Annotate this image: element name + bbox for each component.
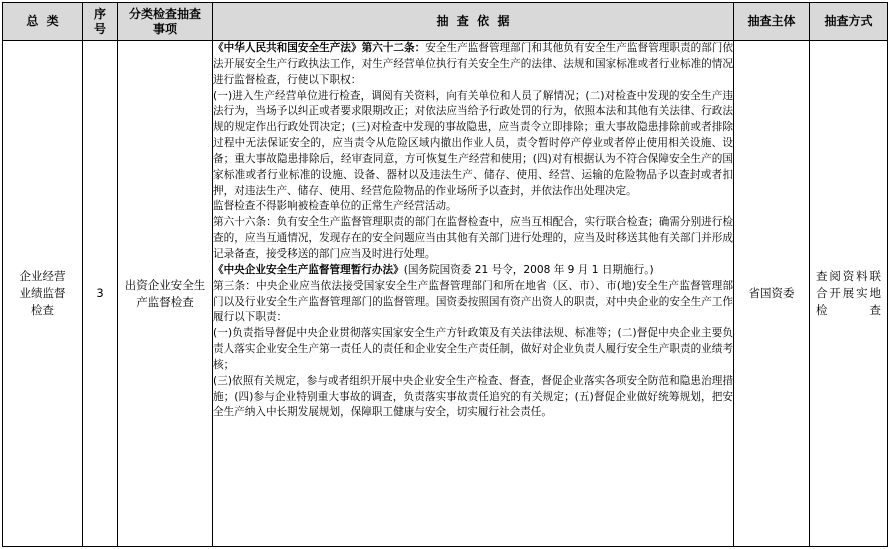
cell-item: 出资企业安全生产监督检查	[118, 41, 213, 547]
basis-regulation: 《中央企业安全生产监督管理暂行办法》(国务院国资委 21 号令，2008 年 9 月 1 日期施行。)	[213, 263, 654, 276]
regulation-title: 《中央企业安全生产监督管理暂行办法》	[213, 263, 404, 276]
cell-basis	[213, 41, 734, 547]
cell-method: 查阅资料联合开展实地检查	[810, 41, 888, 547]
inspection-table	[2, 2, 888, 547]
cell-subject: 省国资委	[734, 41, 810, 547]
basis-duties-2: (三)依照有关规定，参与或者组织开展中央企业安全生产检查、督查，督促企业落实各项安全防范和隐患治理措施；(四)参与企业特别重大事故的调查，负责落实事故责任追究的有关规定；(五)督促企业做好统筹规划，把安全生产纳入中长期发展规划，保障职工健康与安全，切实履行社会责任。	[213, 374, 733, 419]
basis-art3: 第三条：中央企业应当依法接受国家安全生产监督管理部门和所在地省（区、市）、市(地)安全生产监督管理部门以及行业安全生产监督管理部门的监督管理。国资委按照国有资产出资人的职责，对中央企业的安全生产工作履行以下职责：	[213, 279, 733, 324]
header-seq: 序号	[83, 3, 118, 41]
basis-art62: 《中华人民共和国安全生产法》第六十二条：安全生产监督管理部门和其他负有安全生产监督管理职责的部门依法开展安全生产行政执法工作，对生产经营单位执行有关安全生产的法律、法规和国家标准或者行业标准的情况进行监督检查，行使以下职权：	[213, 42, 734, 86]
basis-art66: 第六十六条：负有安全生产监督管理职责的部门在监督检查中，应当互相配合，实行联合检查；确需分别进行检查的，应当互通情况，发现存在的安全问题应当由其他有关部门进行处理的，应当及时移送其他有关部门并形成记录备查，接受移送的部门应当及时进行处理。	[213, 216, 733, 260]
cell-seq: 3	[83, 41, 118, 547]
header-method: 抽查方式	[810, 3, 888, 41]
header-row	[3, 3, 888, 41]
basis-duties-1: (一)负责指导督促中央企业贯彻落实国家安全生产方针政策及有关法律法规、标准等；(二)督促中央企业主要负责人落实企业安全生产第一责任人的责任和企业安全生产责任制，做好对企业负责人履行安全生产职责的业绩考核；	[213, 327, 733, 371]
header-basis: 抽 查 依 据	[213, 3, 734, 41]
header-category: 总 类	[3, 3, 83, 41]
law-title: 《中华人民共和国安全生产法》第六十二条：	[213, 42, 426, 54]
basis-note: 监督检查不得影响被检查单位的正常生产经营活动。	[213, 200, 457, 213]
cell-category: 企业经营业绩监督检查	[3, 41, 83, 547]
table-row	[3, 41, 888, 547]
header-subject: 抽查主体	[734, 3, 810, 41]
header-item: 分类检查抽查事项	[118, 3, 213, 41]
basis-powers: (一)进入生产经营单位进行检查，调阅有关资料，向有关单位和人员了解情况；(二)对检查中发现的安全生产违法行为，当场予以纠正或者要求限期改正；对依法应当给予行政处罚的行为，依照本法和其他有关法律、行政法规的规定作出行政处罚决定；(三)对检查中发现的事故隐患，应当责令立即排除；重大事故隐患排除前或者排除过程中无法保证安全的，应当责令从危险区域内撤出作业人员，责令暂时停产停业或者停止使用相关设施、设备；重大事故隐患排除后，经审查同意，方可恢复生产经营和使用；(四)对有根据认为不符合保障安全生产的国家标准或者行业标准的设施、设备、器材以及违法生产、储存、使用、经营、运输的危险物品予以查封或者扣押，对违法生产、储存、使用、经营危险物品的作业场所予以查封，并依法作出处理决定。	[213, 89, 733, 197]
